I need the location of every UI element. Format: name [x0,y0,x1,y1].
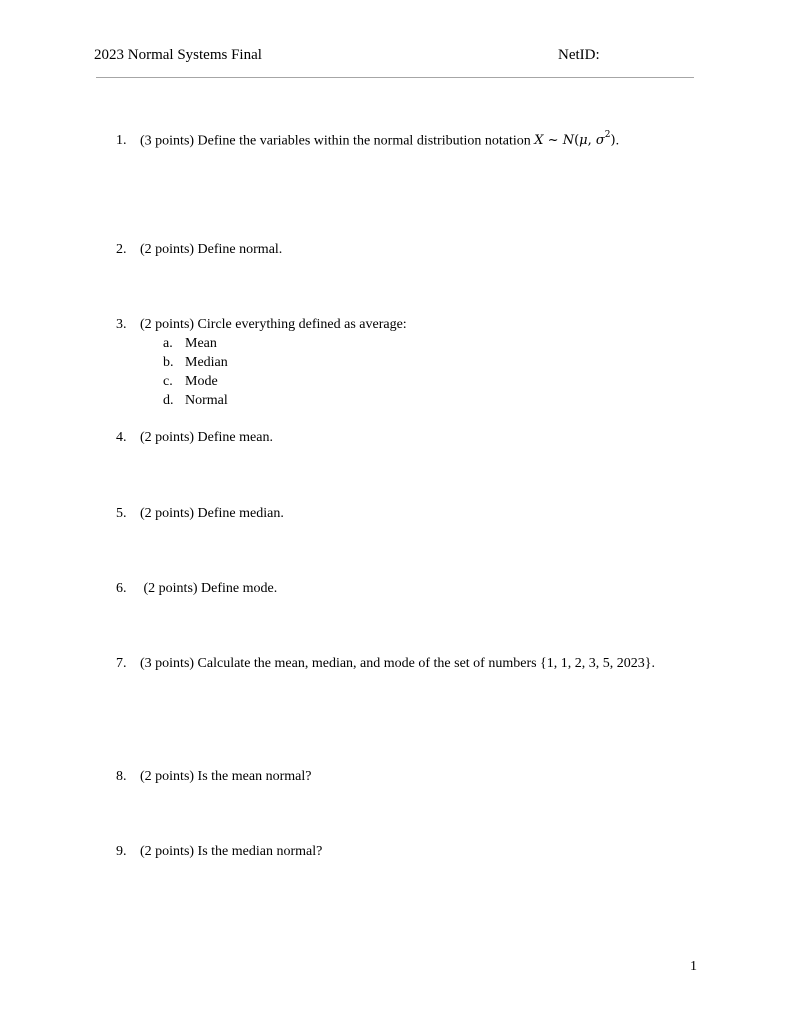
question-9 [116,843,322,861]
math-mu: μ [579,133,588,149]
normal-distribution-notation [534,130,616,149]
question-number: 6. [116,581,127,596]
question-8 [116,768,311,786]
option-letter: b. [163,355,174,370]
question-number: 7. [116,656,127,671]
question-number: 4. [116,430,127,445]
question-text: (2 points) Define normal. [140,242,283,257]
question-text: (2 points) Circle everything defined as average: [140,317,407,332]
option-c [163,373,218,391]
exam-title: 2023 Normal Systems Final [94,47,262,63]
option-b [163,354,228,372]
option-d [163,392,228,410]
question-number: 9. [116,844,127,859]
option-letter: a. [163,336,173,351]
question-suffix: . [615,133,620,149]
option-letter: c. [163,374,173,389]
question-7 [116,655,655,673]
option-a [163,335,217,353]
math-open-paren: ( [574,133,580,149]
math-exponent: 2 [604,130,611,140]
option-label: Normal [185,393,228,408]
page-number: 1 [690,959,697,974]
math-comma: , [587,133,592,149]
question-2 [116,241,282,259]
question-number: 3. [116,317,127,332]
question-text: (3 points) Define the variables within the normal distribution notation [140,133,535,149]
question-number: 8. [116,769,127,784]
question-4 [116,429,273,447]
question-text: (2 points) Is the mean normal? [140,769,312,784]
question-number: 1. [116,133,127,149]
math-sigma: σ [595,133,605,149]
netid-label: NetID: [558,47,600,63]
question-5 [116,505,284,523]
question-text: (2 points) Define median. [140,506,284,521]
question-text: (2 points) Define mean. [140,430,273,445]
question-6 [116,580,277,598]
question-number: 2. [116,242,127,257]
option-label: Median [185,355,228,370]
question-number: 5. [116,506,127,521]
header-divider [96,77,694,78]
question-1 [116,128,619,150]
question-text: (2 points) Define mode. [140,581,278,596]
question-text: (2 points) Is the median normal? [140,844,323,859]
math-tilde: ~ [547,133,559,149]
question-3 [116,316,407,334]
option-label: Mean [185,336,217,351]
option-letter: d. [163,393,174,408]
option-label: Mode [185,374,218,389]
math-close-paren: ) [610,133,616,149]
math-x: X [534,133,544,149]
math-n: N [562,133,575,149]
question-text: (3 points) Calculate the mean, median, and mode of the set of numbers {1, 1, 2, 3, 5, 2023}. [140,656,655,671]
